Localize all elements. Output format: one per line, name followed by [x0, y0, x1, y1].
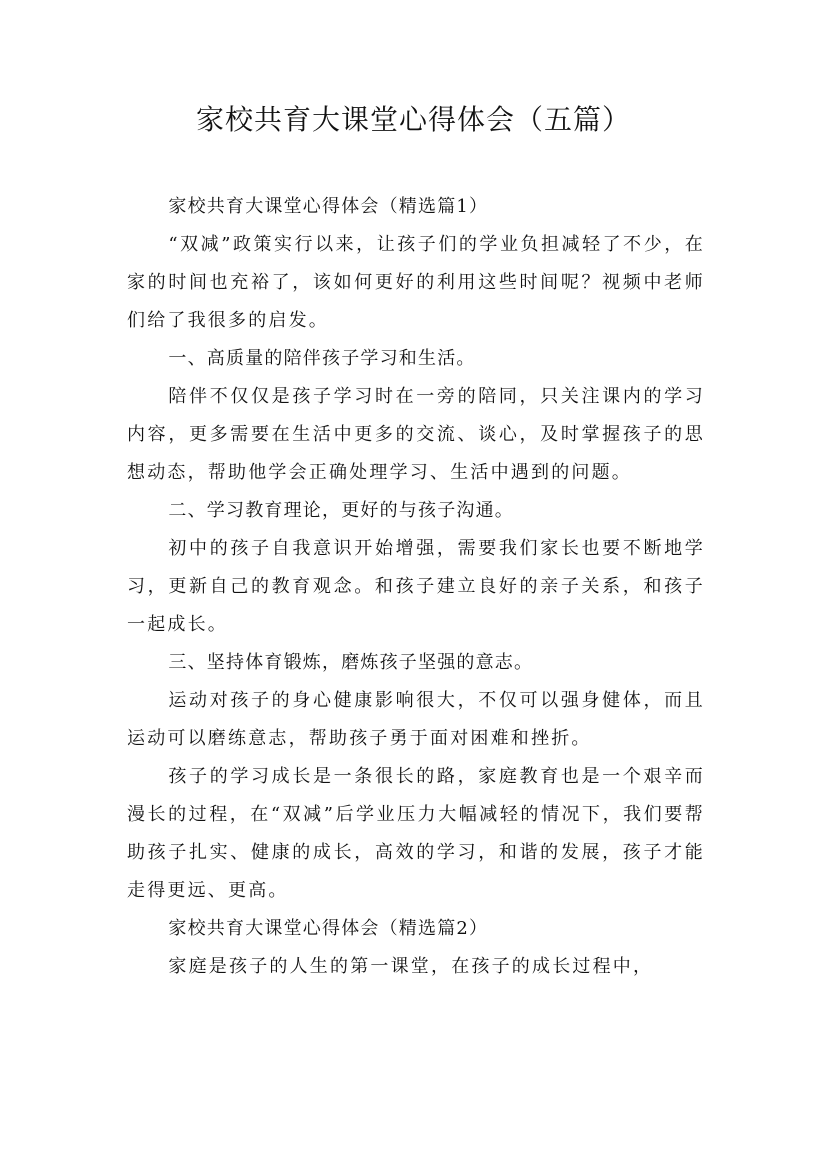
paragraph-section-2-start: 家庭是孩子的人生的第一课堂，在孩子的成长过程中， — [168, 956, 654, 977]
section-heading-2: 家校共育大课堂心得体会（精选篇2） — [168, 918, 489, 939]
document-title: 家校共育大课堂心得体会（五篇） — [195, 103, 631, 136]
paragraph-point-1: 陪伴不仅仅是孩子学习时在一旁的陪同，只关注课内的学习内容，更多需要在生活中更多的交流、谈心，及时掌握孩子的思想动态，帮助他学会正确处理学习、生活中遇到的问题。 — [127, 386, 705, 483]
paragraph-point-2: 初中的孩子自我意识开始增强，需要我们家长也要不断地学习，更新自己的教育观念。和孩子建立良好的亲子关系，和孩子一起成长。 — [127, 538, 705, 635]
section-heading-1: 家校共育大课堂心得体会（精选篇1） — [168, 196, 489, 217]
document-body — [127, 188, 705, 986]
point-heading-3: 三、坚持体育锻炼，磨炼孩子坚强的意志。 — [168, 652, 534, 673]
point-heading-2: 二、学习教育理论，更好的与孩子沟通。 — [168, 500, 514, 521]
paragraph-conclusion: 孩子的学习成长是一条很长的路，家庭教育也是一个艰辛而漫长的过程，在“双减”后学业压力大幅减轻的情况下，我们要帮助孩子扎实、健康的成长，高效的学习，和谐的发展，孩子才能走得更远、更高。 — [127, 766, 705, 901]
paragraph-intro: “双减”政策实行以来，让孩子们的学业负担减轻了不少，在家的时间也充裕了，该如何更好的利用这些时间呢？视频中老师们给了我很多的启发。 — [127, 234, 705, 331]
point-heading-1: 一、高质量的陪伴孩子学习和生活。 — [168, 348, 476, 369]
paragraph-point-3: 运动对孩子的身心健康影响很大，不仅可以强身健体，而且运动可以磨练意志，帮助孩子勇于面对困难和挫折。 — [127, 690, 705, 749]
